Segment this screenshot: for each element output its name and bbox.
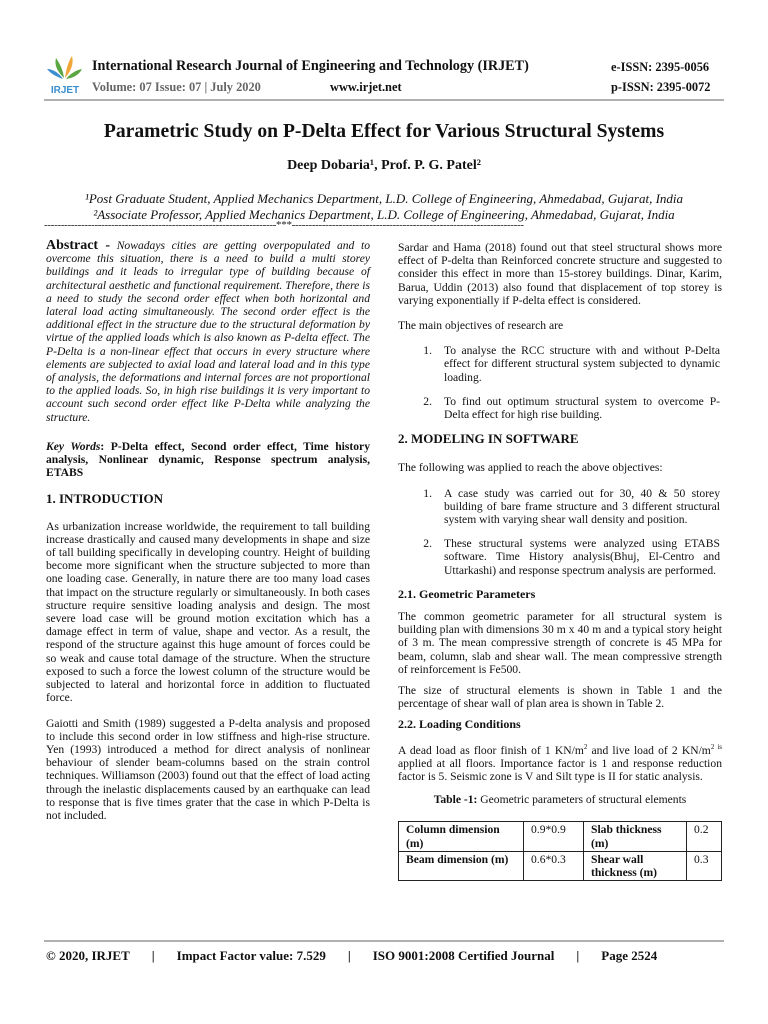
list-item: 2. These structural systems were analyzed using ETABS software. Time History analysis(Bhuj, El-Centro and Uttarkashi) and response spectrum analysis are performed. — [423, 537, 720, 577]
page-footer — [46, 948, 726, 964]
left-column — [46, 239, 370, 834]
journal-website: www.irjet.net — [330, 80, 402, 94]
list-item: 1. A case study was carried out for 30, 40 & 50 storey building of bare frame structure and 3 different structural system with varying shear wall density and position. — [423, 486, 720, 527]
p-issn: p-ISSN: 2395-0072 — [611, 80, 711, 94]
intro-paragraph-2: Gaiotti and Smith (1989) suggested a P-delta analysis and proposed to include this second order in low stiffness and high-rise structure. Yen (1993) introduced a method for direct analysis of nonlinear behaviour of slender beam-columns based on the strain control techniques. Williamson (2003) found out that the effect of load acting through the inelastic displacements caused by an earthquake can lead to response that is five times grater that the case in which P-Delta is not included. — [46, 716, 370, 822]
header-divider — [44, 99, 724, 101]
irjet-logo — [44, 52, 86, 96]
geometric-parameters-table — [398, 821, 722, 881]
keywords-label: Key Words — [46, 439, 101, 453]
logo-text: IRJET — [50, 85, 80, 96]
footer-iso: ISO 9001:2008 Certified Journal — [372, 948, 555, 963]
table-caption: Table -1: Geometric parameters of structural elements — [433, 793, 687, 807]
table-row — [399, 822, 722, 851]
footer-separator: | — [151, 948, 155, 963]
paper-authors: Deep Dobaria¹, Prof. P. G. Patel² — [287, 158, 481, 173]
heading-introduction: 1. INTRODUCTION — [46, 491, 164, 507]
section-separator: ---------------------------------------------------------------------***--------------------------------------------------------------------- — [44, 219, 524, 231]
table-row — [399, 851, 722, 880]
footer-page-number: Page 2524 — [601, 948, 658, 963]
table-cell: Beam dimension (m) — [399, 851, 524, 880]
volume-info: Volume: 07 Issue: 07 | July 2020 — [92, 80, 261, 94]
geometric-paragraph-1: The common geometric parameter for all structural system is building plan with dimensions 30 m x 40 m and a typical story height of 3 m. The mean compressive strength of concrete is 45 MPa for beam, column, slab and shear wall. The mean compressive strength of reinforcement is Fe500. — [398, 610, 722, 676]
table-cell: Shear wall thickness (m) — [584, 851, 687, 880]
e-issn: e-ISSN: 2395-0056 — [611, 60, 710, 74]
heading-geometric-parameters: 2.1. Geometric Parameters — [398, 586, 536, 601]
footer-separator: | — [576, 948, 580, 963]
affiliation-1: ¹Post Graduate Student, Applied Mechanics Department, L.D. College of Engineering, Ahmedabad, Gujarat, India — [84, 191, 684, 206]
footer-separator: | — [347, 948, 351, 963]
journal-name: International Research Journal of Engineering and Technology (IRJET) — [92, 58, 529, 74]
right-column — [398, 241, 722, 881]
affiliation-2: ²Associate Professor, Applied Mechanics Department, L.D. College of Engineering, Ahmedabad, Gujarat, India — [93, 207, 675, 222]
abstract — [46, 239, 370, 424]
abstract-text: Nowadays cities are getting overpopulated and to overcome this situation, there is a need to build a multi storey buildings and it leads to irregular type of building because of architectural aesthetic and functional requirement. Therefore, there is a need to study the second order effect when both horizontal and lateral load acting simultaneously. The second order effect is the additional effect in the structure due to the structural deformation by virtue of the applied loads which is also known as P-delta effect. The P-Delta is a non-linear effect that occurs in every structure where elements are subjected to axial load and lateral load and in this type of analysis, the deformations and internal forces are not proportional to the applied loads. So, in high rise buildings it is very important to account such second order effect like P-Delta while analyzing the structure. — [46, 239, 371, 424]
footer-divider — [44, 940, 724, 942]
footer-impact-factor: Impact Factor value: 7.529 — [176, 948, 326, 963]
objectives-list — [398, 344, 722, 421]
heading-loading-conditions: 2.2. Loading Conditions — [398, 717, 521, 732]
table-cell: 0.3 — [687, 851, 722, 880]
loading-paragraph: A dead load as floor finish of 1 $KN/m^2$ and live load of 2 $KN/m^{2 is}$ applied at all floors. Importance factor is 1 and response reduction factor is 5. Seismic zone is V and Silt type is II for static analysis. — [398, 742, 722, 783]
keywords-text: : P-Delta effect, Second order effect, Time history analysis, Nonlinear dynamic, Response spectrum analysis, ETABS — [46, 439, 370, 480]
paper-title: Parametric Study on P-Delta Effect for Various Structural Systems — [103, 121, 665, 142]
footer-copyright: © 2020, IRJET — [46, 948, 130, 963]
list-item: 1. To analyse the RCC structure with and without P-Delta effect for different structural system subjected to dynamic loading. — [423, 344, 720, 384]
table-cell: Column dimension (m) — [399, 822, 524, 851]
intro-paragraph-1: As urbanization increase worldwide, the requirement to tall building increase drastically and caused many developments in shape and size of tall building specifically in developing country. Height of building become more significant when the structure subjected to more than one loading case. Generally, in nature there are too many load cases that impact on the structure regularly or simultaneously. In both cases structure require sensitive loading analysis and design. The most severe load case will be ground motion excitation which has a damage effect in term of value, shape and vector. As a result, the respond of the structure against this huge amount of forces could be so weak and cause total damage of the structure. When the structure exposed to such a force the lowest column of the structure would be subjected to lateral and horizontal force in addition to fluctuated force. — [46, 519, 370, 705]
objectives-intro: The main objectives of research are — [398, 319, 564, 333]
geometric-paragraph-2: The size of structural elements is shown in Table 1 and the percentage of shear wall of plan area is shown in Table 2. — [398, 684, 722, 711]
table-cell: 0.6*0.3 — [524, 851, 584, 880]
table-cell: Slab thickness (m) — [584, 822, 687, 851]
list-item: 2. To find out optimum structural system to overcome P-Delta effect for high rise building. — [423, 394, 720, 422]
steps-list — [398, 487, 722, 577]
right-paragraph-1: Sardar and Hama (2018) found out that steel structural shows more effect of P-delta than Reinforced concrete structure and suggested to consider this effect in more than 15-storey buildings. Dinar, Karim, Barua, Uddin (2013) also found that displacement of top storey is varying exponentially if P-delta effect is considered. — [398, 241, 722, 307]
keywords — [46, 440, 370, 480]
table-cell: 0.2 — [687, 822, 722, 851]
table-cell: 0.9*0.9 — [524, 822, 584, 851]
abstract-label: Abstract - — [46, 238, 111, 253]
heading-modeling: 2. MODELING IN SOFTWARE — [398, 431, 579, 447]
modeling-intro: The following was applied to reach the above objectives: — [398, 461, 663, 475]
